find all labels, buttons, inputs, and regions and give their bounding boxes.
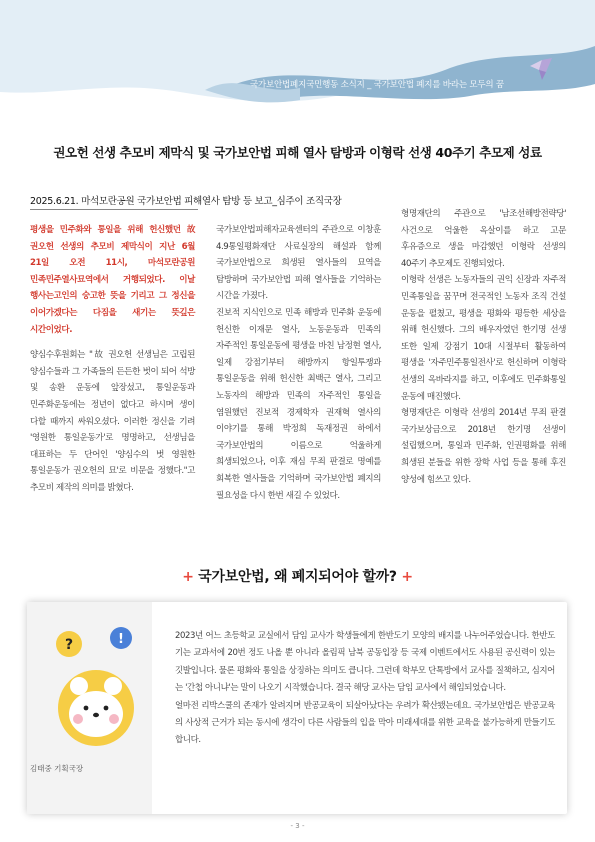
- column-1: [30, 222, 195, 497]
- plus-icon: +: [182, 569, 194, 585]
- report-divider: [30, 209, 198, 210]
- report-line: 2025.6.21. 마석모란공원 국가보안법 피해열사 탐방 등 보고_심주이 조직국장: [30, 196, 342, 207]
- paragraph: 양심수후원회는 "故 권오헌 선생님은 고립된 양심수들과 그 가족들의 든든한 벗이 되어 석방 및 송환 운동에 앞장섰고, 통일운동과 민주화운동에는 정년이 없다고 하시며 생이 다할 때까지 싸워오셨다. 이러한 정신을 기려 '영원한 통일운동가'로 명명하고, 선생님을 대표하는 두 단어인 '양심수의 벗 영원한 통일운동가 권오헌의 묘'로 비문을 정했다."고 추모비 제작의 의미를 밝혔다.: [30, 350, 195, 493]
- section-heading-text: 국가보안법, 왜 폐지되어야 할까?: [198, 569, 397, 585]
- article-title: 권오헌 선생 추모비 제막식 및 국가보안법 피해 열사 탐방과 이형락 선생 40주기 추모제 성료: [53, 145, 542, 160]
- card-caption: 김태중 기획국장: [30, 764, 84, 773]
- card-text: [175, 628, 555, 750]
- section-heading: [0, 566, 595, 586]
- paragraph: 형명재단은 이형락 선생의 2014년 무죄 판결 국가보상금으로 2018년 한기명 선생이 설립했으며, 통일과 민주화, 인권평화를 위해 희생된 분들을 위한 장학 사업 등을 통해 후진 양성에 힘쓰고 있다.: [401, 408, 566, 485]
- card-sidebar: [27, 602, 152, 814]
- bear-character-icon: [49, 626, 149, 746]
- paragraph: 진보적 지식인으로 민족 해방과 민주화 운동에 헌신한 이재문 열사, 노동운동과 민족의 자주적인 통일운동에 평생을 바친 남정현 열사, 일제 강점기부터 해방까지 항일투쟁과 통일운동을 위해 헌신한 최백근 열사, 그리고 노동자의 해방과 민족의 자주적인 통일을 염원했던 진보적 경제학자 권재혁 열사의 이야기를 통해 박정희 독재정권 하에서 국가보안법의 이름으로 억울하게 희생되었으나, 이후 재심 무죄 판결로 명예를 회복한 열사들을 기억하며 국가보안법 폐지의 필요성을 다시 한번 새길 수 있었다.: [216, 307, 381, 501]
- header-title: 국가보안법폐지국민행동 소식지 _ 국가보안법 폐지를 바라는 모두의 꿈: [250, 80, 504, 90]
- origami-bird-icon: [528, 56, 554, 82]
- exclamation-icon: !: [118, 632, 124, 647]
- paragraph: 얼마전 리박스쿨의 존재가 알려지며 반공교육이 되살아났다는 우려가 확산됐는데요. 국가보안법은 반공교육의 사상적 근거가 되는 동시에 생각이 다른 사람들의 입을 막아 미래세대를 위한 교육을 불가능하게 만들기도 합니다.: [175, 700, 555, 746]
- page-number: - 3 -: [290, 822, 305, 830]
- paragraph: 형명재단의 주관으로 '남조선해방전략당' 사건으로 억울한 옥살이를 하고 고문 후유증으로 생을 마감했던 이형락 선생의 40주기 추모제도 진행되었다.: [401, 209, 566, 269]
- paragraph: 2023년 어느 초등학교 교실에서 담임 교사가 학생들에게 한반도기 모양의 배지를 나누어주었습니다. 한반도기는 교과서에 20번 정도 나올 뿐 아니라 올림픽 남북 공동입장 등 국제 이벤트에서도 사용된 공신력이 있는 깃발입니다. 물론 평화와 통일을 상징하는 의미도 큽니다. 그런데 학부모 단톡방에서 교사를 질책하고, 심지어는 '간첩 아니냐'는 말이 나오기 시작했습니다. 결국 해당 교사는 담임 교사에서 해임되었습니다.: [175, 631, 555, 694]
- plus-icon: +: [401, 569, 413, 585]
- paragraph: 국가보안법피해자교육센터의 주관으로 이창훈 4.9통일평화재단 사료실장의 해설과 함께 국가보안법으로 희생된 열사들의 묘역을 탐방하며 국가보안법 피해 열사들을 기억하는 시간을 가졌다.: [216, 225, 381, 302]
- paragraph: 이형락 선생은 노동자들의 권익 신장과 자주적 민족통일을 꿈꾸며 전국적인 노동자 조직 건설 운동을 펼쳤고, 평생을 평화와 평등한 세상을 위해 헌신했다. 그의 배우자였던 한기명 선생 또한 일제 강점기 10대 시절부터 활동하여 평생을 '자주민주통일전사'로 헌신하며 이형락 선생의 옥바라지를 하고, 이후에도 민주화통일 운동에 매진했다.: [401, 275, 566, 402]
- question-mark-icon: ?: [64, 637, 74, 653]
- column-3: [401, 206, 566, 488]
- header-banner: [0, 0, 595, 110]
- header-wave-graphic: [0, 0, 595, 110]
- column-2: [216, 222, 381, 504]
- lead-paragraph: 평생을 민주화와 통일을 위해 헌신했던 故 권오헌 선생의 추모비 제막식이 지난 6월 21일 오전 11시, 마석모란공원 민족민주열사묘역에서 거행되었다. 이날 행사는고인의 숭고한 뜻을 기리고 그 정신을 이어가겠다는 다짐을 새기는 뜻깊은 시간이었다.: [30, 225, 195, 335]
